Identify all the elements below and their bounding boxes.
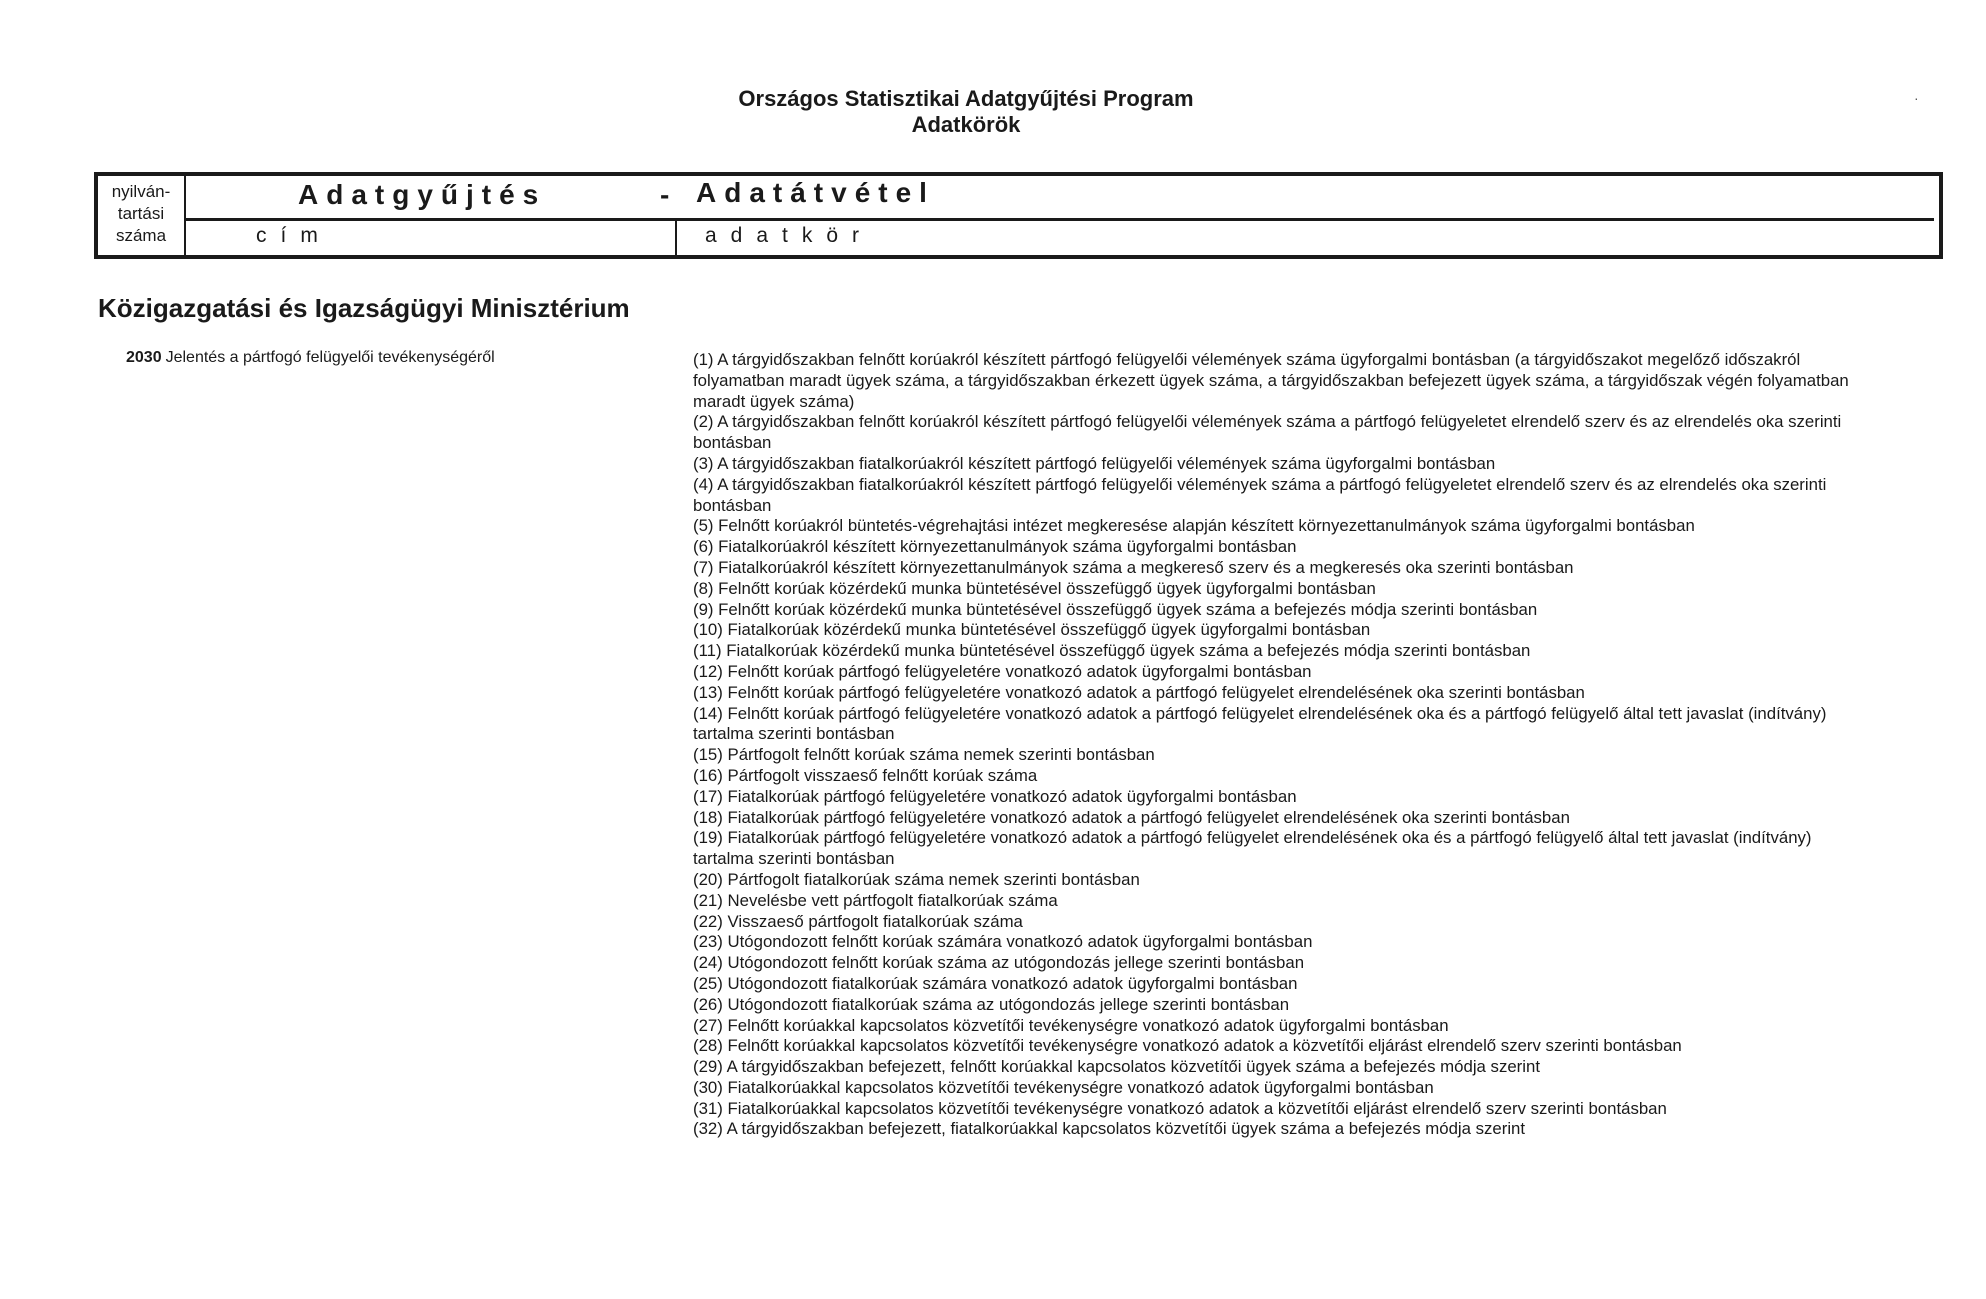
survey-number: 2030 xyxy=(126,349,162,366)
data-scope-item: (10) Fiatalkorúak közérdekű munka büntetésével összefüggő ügyek ügyforgalmi bontásban xyxy=(693,620,1371,640)
data-scope-item: (31) Fiatalkorúakkal kapcsolatos közvetítői tevékenységre vonatkozó adatok a közvetítői eljárást elrendelő szerv szerinti bontásban xyxy=(693,1098,1667,1118)
header-vertical-divider xyxy=(675,220,677,255)
data-scope-item: (12) Felnőtt korúak pártfogó felügyeletére vonatkozó adatok ügyforgalmi bontásban xyxy=(693,661,1312,681)
heading-separator: - xyxy=(660,179,670,210)
data-scope-item: (6) Fiatalkorúakról készített környezettanulmányok száma ügyforgalmi bontásban xyxy=(693,537,1297,557)
data-scope-column-label: adatkör xyxy=(705,224,874,247)
registration-header-line-3: száma xyxy=(115,226,167,245)
data-scope-item: (18) Fiatalkorúak pártfogó felügyeletére vonatkozó adatok a pártfogó felügyelet elrendelésének oka szerinti bontásban xyxy=(693,807,1570,827)
title-column-label: cím xyxy=(256,224,332,247)
data-scope-item: (7) Fiatalkorúakról készített környezettanulmányok száma a megkereső szerv és a megkeresés oka szerinti bontásban xyxy=(693,557,1574,577)
data-scope-item: (26) Utógondozott fiatalkorúak száma az utógondozás jellege szerinti bontásban xyxy=(693,994,1290,1014)
data-scope-item: (19) Fiatalkorúak pártfogó felügyeletére vonatkozó adatok a pártfogó felügyelet elrendelésének oka és a pártfogó felügyelő által tett javaslat (indítvány) tartalma szerinti bontásban xyxy=(693,828,1812,869)
data-scope-item: (21) Nevelésbe vett pártfogolt fiatalkorúak száma xyxy=(693,890,1058,910)
registration-header-line-2: tartási xyxy=(117,204,165,223)
document-title: Országos Statisztikai Adatgyűjtési Program xyxy=(738,86,1194,111)
data-scope-item: (9) Felnőtt korúak közérdekű munka büntetésével összefüggő ügyek száma a befejezés módja szerinti bontásban xyxy=(693,599,1538,619)
data-scope-item: (2) A tárgyidőszakban felnőtt korúakról készített pártfogó felügyelői vélemények száma a pártfogó felügyeletet elrendelő szerv és az elrendelés oka szerinti bontásban xyxy=(693,412,1842,453)
data-scope-item: (28) Felnőtt korúakkal kapcsolatos közvetítői tevékenységre vonatkozó adatok a közvetítői eljárást elrendelő szerv szerinti bontásban xyxy=(693,1036,1682,1056)
data-scope-item: (17) Fiatalkorúak pártfogó felügyeletére vonatkozó adatok ügyforgalmi bontásban xyxy=(693,786,1297,806)
data-scope-item: (13) Felnőtt korúak pártfogó felügyeletére vonatkozó adatok a pártfogó felügyelet elrendelésének oka szerinti bontásban xyxy=(693,682,1585,702)
data-scope-item: (27) Felnőtt korúakkal kapcsolatos közvetítői tevékenységre vonatkozó adatok ügyforgalmi bontásban xyxy=(693,1015,1449,1035)
data-scope-item: (22) Visszaeső pártfogolt fiatalkorúak száma xyxy=(693,911,1023,931)
data-scope-item: (16) Pártfogolt visszaeső felnőtt korúak száma xyxy=(693,765,1038,785)
data-scope-item: (1) A tárgyidőszakban felnőtt korúakról készített pártfogó felügyelői vélemények száma ügyforgalmi bontásban (a tárgyidőszakot megelőző időszakról folyamatban maradt ügyek száma, a tárgyidőszakban érkezett ügyek száma, a tárgyidőszakban befejezett ügyek száma, a tárgyidőszak végén folyamatban maradt ügyek száma) xyxy=(693,350,1849,411)
survey-entry xyxy=(126,348,495,368)
ministry-heading: Közigazgatási és Igazságügyi Minisztérium xyxy=(98,293,630,323)
registration-number-header xyxy=(98,176,186,255)
data-scope-item: (8) Felnőtt korúak közérdekű munka büntetésével összefüggő ügyek ügyforgalmi bontásban xyxy=(693,578,1376,598)
data-transfer-heading: Adatátvétel xyxy=(696,177,935,208)
data-scope-item: (25) Utógondozott fiatalkorúak számára vonatkozó adatok ügyforgalmi bontásban xyxy=(693,973,1298,993)
document-title-block xyxy=(0,86,1932,138)
data-scope-list xyxy=(693,350,1853,1140)
data-scope-item: (15) Pártfogolt felnőtt korúak száma nemek szerinti bontásban xyxy=(693,745,1155,765)
data-scope-item: (5) Felnőtt korúakról büntetés-végrehajtási intézet megkeresése alapján készített környezettanulmányok száma ügyforgalmi bontásban xyxy=(693,516,1695,536)
document-subtitle: Adatkörök xyxy=(911,112,1021,137)
data-scope-item: (23) Utógondozott felnőtt korúak számára vonatkozó adatok ügyforgalmi bontásban xyxy=(693,932,1313,952)
registration-header-line-1: nyilván- xyxy=(111,182,171,201)
data-scope-item: (11) Fiatalkorúak közérdekű munka büntetésével összefüggő ügyek száma a befejezés módja szerinti bontásban xyxy=(693,641,1531,661)
data-scope-item: (3) A tárgyidőszakban fiatalkorúakról készített pártfogó felügyelői vélemények száma ügyforgalmi bontásban xyxy=(693,453,1496,473)
survey-title: Jelentés a pártfogó felügyelői tevékenységéről xyxy=(165,349,495,366)
data-scope-item: (29) A tárgyidőszakban befejezett, felnőtt korúakkal kapcsolatos közvetítői ügyek száma a befejezés módja szerint xyxy=(693,1057,1540,1077)
data-collection-heading: Adatgyűjtés xyxy=(298,179,547,210)
data-scope-item: (14) Felnőtt korúak pártfogó felügyeletére vonatkozó adatok a pártfogó felügyelet elrendelésének oka és a pártfogó felügyelő által tett javaslat (indítvány) tartalma szerinti bontásban xyxy=(693,703,1827,744)
header-horizontal-divider xyxy=(186,218,1934,221)
data-scope-item: (30) Fiatalkorúakkal kapcsolatos közvetítői tevékenységre vonatkozó adatok ügyforgalmi bontásban xyxy=(693,1077,1434,1097)
data-scope-item: (20) Pártfogolt fiatalkorúak száma nemek szerinti bontásban xyxy=(693,869,1140,889)
data-scope-item: (32) A tárgyidőszakban befejezett, fiatalkorúakkal kapcsolatos közvetítői ügyek száma a befejezés módja szerint xyxy=(693,1119,1526,1139)
stray-mark: · xyxy=(1914,90,1919,106)
data-scope-item: (24) Utógondozott felnőtt korúak száma az utógondozás jellege szerinti bontásban xyxy=(693,953,1305,973)
column-header-box xyxy=(94,172,1943,259)
data-scope-item: (4) A tárgyidőszakban fiatalkorúakról készített pártfogó felügyelői vélemények száma a pártfogó felügyeletet elrendelő szerv és az elrendelés oka szerinti bontásban xyxy=(693,474,1827,515)
